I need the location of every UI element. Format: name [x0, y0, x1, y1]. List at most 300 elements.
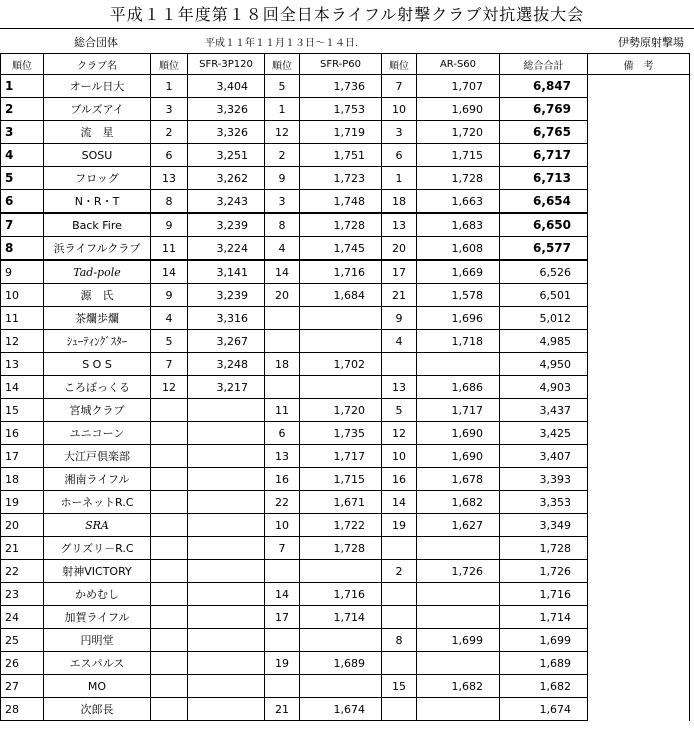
score-3p120-cell: 3,251 — [188, 144, 265, 167]
rank-p60-cell: 19 — [265, 652, 300, 675]
score-3p120-cell — [188, 445, 265, 468]
rank-ar-s60-cell: 4 — [382, 330, 417, 353]
notes-cell — [588, 213, 690, 237]
rank-ar-s60-cell: 14 — [382, 491, 417, 514]
club-name-cell: MO — [44, 675, 151, 698]
score-ar-s60-cell: 1,718 — [417, 330, 500, 353]
rank-cell: 19 — [1, 491, 44, 514]
rank-ar-s60-cell: 13 — [382, 376, 417, 399]
title-divider — [0, 28, 694, 29]
score-p60-cell: 1,714 — [300, 606, 382, 629]
table-row — [1, 422, 690, 445]
rank-3p120-cell: 12 — [151, 376, 188, 399]
rank-cell: 1 — [1, 75, 44, 98]
rank-p60-cell: 3 — [265, 190, 300, 214]
score-p60-cell: 1,728 — [300, 537, 382, 560]
score-ar-s60-cell: 1,627 — [417, 514, 500, 537]
rank-cell: 11 — [1, 307, 44, 330]
score-ar-s60-cell — [417, 698, 500, 721]
rank-3p120-cell: 4 — [151, 307, 188, 330]
rank-cell: 28 — [1, 698, 44, 721]
total-score-cell: 6,765 — [500, 121, 588, 144]
score-ar-s60-cell: 1,683 — [417, 213, 500, 237]
notes-cell — [588, 307, 690, 330]
rank-3p120-cell — [151, 652, 188, 675]
score-p60-cell — [300, 675, 382, 698]
total-score-cell: 3,349 — [500, 514, 588, 537]
rank-p60-cell: 14 — [265, 260, 300, 284]
rank-3p120-cell — [151, 491, 188, 514]
rank-cell: 13 — [1, 353, 44, 376]
score-p60-cell: 1,684 — [300, 284, 382, 307]
score-ar-s60-cell: 1,682 — [417, 491, 500, 514]
total-score-cell: 1,716 — [500, 583, 588, 606]
rank-p60-cell: 9 — [265, 167, 300, 190]
table-row — [1, 491, 690, 514]
rank-p60-cell — [265, 675, 300, 698]
rank-cell: 16 — [1, 422, 44, 445]
col-header-sfr-p60: SFR-P60 — [300, 54, 382, 75]
rank-p60-cell: 21 — [265, 698, 300, 721]
notes-cell — [588, 675, 690, 698]
score-ar-s60-cell: 1,690 — [417, 422, 500, 445]
score-3p120-cell: 3,404 — [188, 75, 265, 98]
table-row — [1, 629, 690, 652]
rank-cell: 21 — [1, 537, 44, 560]
club-name-cell: 次郎長 — [44, 698, 151, 721]
score-ar-s60-cell: 1,717 — [417, 399, 500, 422]
club-name-cell: ｼｭｰﾃｨﾝｸﾞｽﾀｰ — [44, 330, 151, 353]
score-ar-s60-cell: 1,663 — [417, 190, 500, 214]
rank-cell: 12 — [1, 330, 44, 353]
club-name-cell: フロッグ — [44, 167, 151, 190]
rank-3p120-cell: 2 — [151, 121, 188, 144]
rank-p60-cell: 6 — [265, 422, 300, 445]
notes-cell — [588, 75, 690, 98]
rank-cell: 14 — [1, 376, 44, 399]
score-3p120-cell — [188, 514, 265, 537]
score-ar-s60-cell: 1,690 — [417, 98, 500, 121]
table-row — [1, 330, 690, 353]
rank-cell: 23 — [1, 583, 44, 606]
table-row — [1, 167, 690, 190]
notes-cell — [588, 121, 690, 144]
table-row — [1, 98, 690, 121]
rank-ar-s60-cell: 8 — [382, 629, 417, 652]
rank-p60-cell: 7 — [265, 537, 300, 560]
rank-p60-cell — [265, 629, 300, 652]
rank-ar-s60-cell: 17 — [382, 260, 417, 284]
table-header-row — [1, 54, 690, 75]
rank-p60-cell: 14 — [265, 583, 300, 606]
rank-3p120-cell — [151, 468, 188, 491]
rank-ar-s60-cell: 10 — [382, 98, 417, 121]
rank-cell: 26 — [1, 652, 44, 675]
score-p60-cell: 1,689 — [300, 652, 382, 675]
rank-cell: 27 — [1, 675, 44, 698]
club-name-cell: 源 氏 — [44, 284, 151, 307]
score-3p120-cell — [188, 652, 265, 675]
notes-cell — [588, 144, 690, 167]
score-3p120-cell: 3,267 — [188, 330, 265, 353]
table-row — [1, 445, 690, 468]
total-score-cell: 6,526 — [500, 260, 588, 284]
club-name-cell: 大江戸倶楽部 — [44, 445, 151, 468]
rank-ar-s60-cell — [382, 698, 417, 721]
rank-ar-s60-cell — [382, 652, 417, 675]
notes-cell — [588, 537, 690, 560]
score-p60-cell: 1,735 — [300, 422, 382, 445]
club-name-cell: ユニコーン — [44, 422, 151, 445]
table-row — [1, 399, 690, 422]
score-3p120-cell — [188, 629, 265, 652]
club-name-cell: ブルズアイ — [44, 98, 151, 121]
notes-cell — [588, 606, 690, 629]
rank-cell: 24 — [1, 606, 44, 629]
score-ar-s60-cell: 1,690 — [417, 445, 500, 468]
table-row — [1, 468, 690, 491]
rank-3p120-cell — [151, 560, 188, 583]
rank-3p120-cell — [151, 399, 188, 422]
rank-ar-s60-cell: 21 — [382, 284, 417, 307]
col-header-ar-s60: AR-S60 — [417, 54, 500, 75]
total-score-cell: 4,903 — [500, 376, 588, 399]
total-score-cell: 3,425 — [500, 422, 588, 445]
rank-p60-cell — [265, 307, 300, 330]
score-3p120-cell — [188, 468, 265, 491]
table-row — [1, 75, 690, 98]
club-name-cell: 湘南ライフル — [44, 468, 151, 491]
rank-p60-cell — [265, 376, 300, 399]
total-score-cell: 6,501 — [500, 284, 588, 307]
table-row — [1, 213, 690, 237]
col-header-total: 総合合計 — [500, 54, 588, 75]
score-ar-s60-cell: 1,608 — [417, 237, 500, 261]
score-ar-s60-cell: 1,669 — [417, 260, 500, 284]
score-3p120-cell: 3,262 — [188, 167, 265, 190]
table-row — [1, 537, 690, 560]
total-score-cell: 6,717 — [500, 144, 588, 167]
score-p60-cell — [300, 330, 382, 353]
score-3p120-cell — [188, 698, 265, 721]
rank-3p120-cell — [151, 537, 188, 560]
notes-cell — [588, 491, 690, 514]
score-3p120-cell — [188, 675, 265, 698]
score-p60-cell: 1,745 — [300, 237, 382, 261]
total-score-cell: 3,407 — [500, 445, 588, 468]
rank-p60-cell: 11 — [265, 399, 300, 422]
rank-ar-s60-cell — [382, 353, 417, 376]
score-3p120-cell — [188, 491, 265, 514]
club-name-cell: Tad-pole — [44, 260, 151, 284]
notes-cell — [588, 190, 690, 214]
rank-p60-cell: 16 — [265, 468, 300, 491]
col-header-club: クラブ名 — [44, 54, 151, 75]
table-row — [1, 583, 690, 606]
rank-ar-s60-cell: 3 — [382, 121, 417, 144]
rank-p60-cell — [265, 560, 300, 583]
total-score-cell: 1,714 — [500, 606, 588, 629]
rank-ar-s60-cell: 1 — [382, 167, 417, 190]
score-p60-cell: 1,671 — [300, 491, 382, 514]
notes-cell — [588, 652, 690, 675]
total-score-cell: 6,577 — [500, 237, 588, 261]
score-p60-cell: 1,702 — [300, 353, 382, 376]
total-score-cell: 6,847 — [500, 75, 588, 98]
rank-cell: 22 — [1, 560, 44, 583]
club-name-cell: グリズリ－R.C — [44, 537, 151, 560]
rank-p60-cell: 17 — [265, 606, 300, 629]
notes-cell — [588, 422, 690, 445]
score-p60-cell: 1,716 — [300, 583, 382, 606]
club-name-cell: 茶爛歩爛 — [44, 307, 151, 330]
total-score-cell: 3,393 — [500, 468, 588, 491]
club-name-cell: オール日大 — [44, 75, 151, 98]
venue-label: 伊勢原射撃場 — [618, 36, 684, 49]
score-3p120-cell: 3,239 — [188, 213, 265, 237]
rank-ar-s60-cell: 15 — [382, 675, 417, 698]
score-p60-cell: 1,674 — [300, 698, 382, 721]
rank-p60-cell: 2 — [265, 144, 300, 167]
club-name-cell: N・R・T — [44, 190, 151, 214]
score-p60-cell: 1,723 — [300, 167, 382, 190]
score-3p120-cell: 3,248 — [188, 353, 265, 376]
score-p60-cell: 1,719 — [300, 121, 382, 144]
rank-ar-s60-cell: 16 — [382, 468, 417, 491]
score-3p120-cell: 3,217 — [188, 376, 265, 399]
score-p60-cell: 1,716 — [300, 260, 382, 284]
rank-cell: 4 — [1, 144, 44, 167]
total-score-cell: 6,713 — [500, 167, 588, 190]
notes-cell — [588, 260, 690, 284]
score-p60-cell — [300, 629, 382, 652]
col-header-sfr-3p120: SFR-3P120 — [188, 54, 265, 75]
rank-3p120-cell — [151, 675, 188, 698]
total-score-cell: 6,650 — [500, 213, 588, 237]
score-ar-s60-cell — [417, 353, 500, 376]
col-header-rank: 順位 — [1, 54, 44, 75]
score-p60-cell: 1,753 — [300, 98, 382, 121]
score-3p120-cell: 3,141 — [188, 260, 265, 284]
rank-3p120-cell: 9 — [151, 213, 188, 237]
notes-cell — [588, 560, 690, 583]
col-header-notes: 備 考 — [588, 54, 690, 75]
event-date: 平成１１年１１月１３日～１４日. — [205, 38, 359, 49]
table-row — [1, 353, 690, 376]
rank-cell: 10 — [1, 284, 44, 307]
club-name-cell: かめむし — [44, 583, 151, 606]
table-row — [1, 652, 690, 675]
total-score-cell: 5,012 — [500, 307, 588, 330]
club-name-cell: S O S — [44, 353, 151, 376]
total-score-cell: 1,689 — [500, 652, 588, 675]
rank-cell: 20 — [1, 514, 44, 537]
rank-3p120-cell: 7 — [151, 353, 188, 376]
table-row — [1, 237, 690, 261]
score-ar-s60-cell: 1,678 — [417, 468, 500, 491]
table-row — [1, 560, 690, 583]
col-header-rank-ar-s60: 順位 — [382, 54, 417, 75]
rank-cell: 5 — [1, 167, 44, 190]
club-name-cell: ホーネットR.C — [44, 491, 151, 514]
rank-cell: 9 — [1, 260, 44, 284]
total-score-cell: 1,674 — [500, 698, 588, 721]
table-row — [1, 190, 690, 214]
rank-3p120-cell: 13 — [151, 167, 188, 190]
table-row — [1, 698, 690, 721]
notes-cell — [588, 237, 690, 261]
rank-cell: 15 — [1, 399, 44, 422]
score-3p120-cell — [188, 537, 265, 560]
col-header-rank-3p120: 順位 — [151, 54, 188, 75]
club-name-cell: Back Fire — [44, 213, 151, 237]
rank-p60-cell — [265, 330, 300, 353]
rank-ar-s60-cell — [382, 537, 417, 560]
score-p60-cell: 1,736 — [300, 75, 382, 98]
rank-cell: 25 — [1, 629, 44, 652]
rank-p60-cell: 13 — [265, 445, 300, 468]
score-p60-cell — [300, 307, 382, 330]
rank-3p120-cell — [151, 629, 188, 652]
rank-cell: 7 — [1, 213, 44, 237]
rank-3p120-cell: 1 — [151, 75, 188, 98]
score-ar-s60-cell — [417, 583, 500, 606]
score-ar-s60-cell: 1,682 — [417, 675, 500, 698]
score-3p120-cell: 3,239 — [188, 284, 265, 307]
club-name-cell: 流 星 — [44, 121, 151, 144]
rank-3p120-cell: 8 — [151, 190, 188, 214]
rank-ar-s60-cell: 13 — [382, 213, 417, 237]
notes-cell — [588, 284, 690, 307]
rank-ar-s60-cell: 6 — [382, 144, 417, 167]
total-score-cell: 1,699 — [500, 629, 588, 652]
score-p60-cell: 1,728 — [300, 213, 382, 237]
club-name-cell: 円明堂 — [44, 629, 151, 652]
total-score-cell: 3,353 — [500, 491, 588, 514]
notes-cell — [588, 468, 690, 491]
rank-cell: 6 — [1, 190, 44, 214]
results-table — [0, 53, 690, 721]
table-body — [1, 75, 690, 721]
rank-3p120-cell: 14 — [151, 260, 188, 284]
club-name-cell: エスパルス — [44, 652, 151, 675]
rank-cell: 2 — [1, 98, 44, 121]
rank-cell: 18 — [1, 468, 44, 491]
total-score-cell: 3,437 — [500, 399, 588, 422]
score-3p120-cell — [188, 422, 265, 445]
category-label: 総合団体 — [74, 36, 118, 49]
notes-cell — [588, 629, 690, 652]
rank-ar-s60-cell: 9 — [382, 307, 417, 330]
table-row — [1, 260, 690, 284]
score-ar-s60-cell: 1,726 — [417, 560, 500, 583]
rank-p60-cell: 18 — [265, 353, 300, 376]
rank-p60-cell: 5 — [265, 75, 300, 98]
score-3p120-cell: 3,224 — [188, 237, 265, 261]
score-3p120-cell — [188, 583, 265, 606]
score-ar-s60-cell: 1,696 — [417, 307, 500, 330]
rank-3p120-cell: 11 — [151, 237, 188, 261]
notes-cell — [588, 167, 690, 190]
score-p60-cell — [300, 560, 382, 583]
rank-ar-s60-cell: 5 — [382, 399, 417, 422]
page-title: 平成１１年度第１８回全日本ライフル射撃クラブ対抗選抜大会 — [109, 5, 585, 24]
score-3p120-cell — [188, 560, 265, 583]
score-ar-s60-cell: 1,686 — [417, 376, 500, 399]
score-p60-cell: 1,751 — [300, 144, 382, 167]
score-3p120-cell: 3,326 — [188, 98, 265, 121]
rank-3p120-cell — [151, 698, 188, 721]
col-header-rank-p60: 順位 — [265, 54, 300, 75]
score-p60-cell: 1,717 — [300, 445, 382, 468]
rank-3p120-cell — [151, 514, 188, 537]
score-ar-s60-cell — [417, 652, 500, 675]
notes-cell — [588, 353, 690, 376]
club-name-cell: ころぼっくる — [44, 376, 151, 399]
score-ar-s60-cell — [417, 537, 500, 560]
total-score-cell: 6,769 — [500, 98, 588, 121]
table-row — [1, 606, 690, 629]
notes-cell — [588, 583, 690, 606]
rank-p60-cell: 4 — [265, 237, 300, 261]
score-ar-s60-cell: 1,715 — [417, 144, 500, 167]
score-p60-cell: 1,720 — [300, 399, 382, 422]
club-name-cell: 加賀ライフル — [44, 606, 151, 629]
total-score-cell: 6,654 — [500, 190, 588, 214]
rank-p60-cell: 1 — [265, 98, 300, 121]
rank-p60-cell: 20 — [265, 284, 300, 307]
table-row — [1, 675, 690, 698]
rank-p60-cell: 8 — [265, 213, 300, 237]
score-ar-s60-cell: 1,707 — [417, 75, 500, 98]
score-ar-s60-cell: 1,699 — [417, 629, 500, 652]
notes-cell — [588, 445, 690, 468]
score-ar-s60-cell — [417, 606, 500, 629]
rank-3p120-cell — [151, 422, 188, 445]
table-row — [1, 121, 690, 144]
rank-3p120-cell — [151, 606, 188, 629]
rank-ar-s60-cell: 18 — [382, 190, 417, 214]
rank-ar-s60-cell — [382, 583, 417, 606]
score-p60-cell: 1,715 — [300, 468, 382, 491]
total-score-cell: 1,728 — [500, 537, 588, 560]
score-3p120-cell: 3,243 — [188, 190, 265, 214]
rank-3p120-cell — [151, 583, 188, 606]
notes-cell — [588, 399, 690, 422]
rank-ar-s60-cell: 7 — [382, 75, 417, 98]
table-row — [1, 376, 690, 399]
rank-cell: 3 — [1, 121, 44, 144]
notes-cell — [588, 514, 690, 537]
score-ar-s60-cell: 1,578 — [417, 284, 500, 307]
score-p60-cell: 1,748 — [300, 190, 382, 214]
rank-3p120-cell: 5 — [151, 330, 188, 353]
rank-cell: 8 — [1, 237, 44, 261]
rank-ar-s60-cell: 20 — [382, 237, 417, 261]
club-name-cell: SOSU — [44, 144, 151, 167]
club-name-cell: 射神VICTORY — [44, 560, 151, 583]
rank-cell: 17 — [1, 445, 44, 468]
total-score-cell: 1,682 — [500, 675, 588, 698]
club-name-cell: 宮城クラブ — [44, 399, 151, 422]
score-ar-s60-cell: 1,728 — [417, 167, 500, 190]
rank-ar-s60-cell: 19 — [382, 514, 417, 537]
club-name-cell: SRA — [44, 514, 151, 537]
total-score-cell: 1,726 — [500, 560, 588, 583]
notes-cell — [588, 698, 690, 721]
rank-3p120-cell — [151, 445, 188, 468]
rank-ar-s60-cell: 10 — [382, 445, 417, 468]
